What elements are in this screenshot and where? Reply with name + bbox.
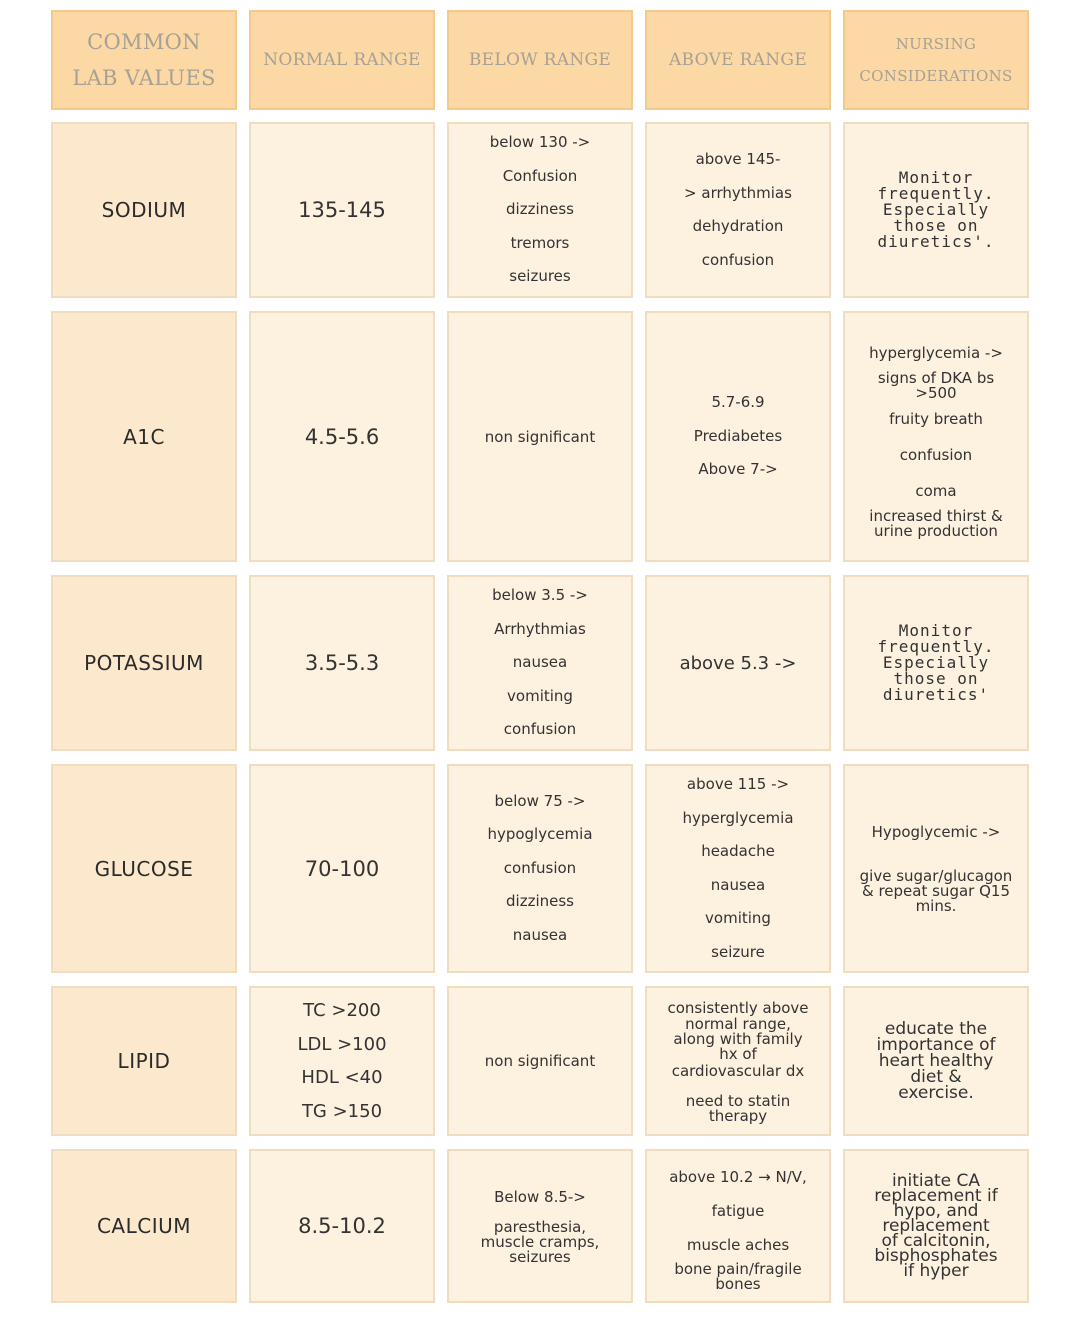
header-normal-label: NORMAL RANGE — [263, 50, 421, 70]
above-line: above 10.2 → N/V, — [669, 1168, 807, 1186]
lab-name: LIPID — [117, 1049, 171, 1073]
nursing-line: initiate CA — [891, 1170, 981, 1191]
lab-name: SODIUM — [101, 198, 187, 222]
lab-name-lipid — [51, 986, 237, 1136]
normal-range-value: 8.5-10.2 — [298, 1214, 386, 1238]
normal-range-a1c — [249, 311, 435, 562]
nursing-line: diet & — [910, 1067, 962, 1087]
nursing-line: frequently. — [877, 184, 995, 203]
normal-range-line: TC >200 — [303, 1000, 381, 1021]
nursing-line: mins. — [915, 897, 957, 915]
nursing-line: Monitor — [898, 168, 974, 187]
lab-name: POTASSIUM — [84, 651, 204, 675]
lab-name-a1c — [51, 311, 237, 562]
below-range-lipid — [447, 986, 633, 1136]
nursing-line: educate the — [884, 1019, 988, 1039]
nursing-line: if hyper — [903, 1260, 969, 1281]
below-range-a1c — [447, 311, 633, 562]
nursing-line: fruity breath — [889, 409, 983, 428]
below-line: seizures — [509, 267, 571, 286]
header-lab-line1: COMMON — [87, 30, 201, 54]
below-line: below 75 -> — [494, 791, 586, 810]
below-line: confusion — [503, 720, 577, 739]
above-range-a1c — [645, 311, 831, 562]
above-range-potassium — [645, 575, 831, 751]
above-line: > arrhythmias — [684, 183, 792, 202]
above-line: cardiovascular dx — [671, 1061, 805, 1080]
nursing-line: >500 — [915, 383, 957, 402]
above-line: consistently above — [667, 998, 809, 1017]
nursing-lipid — [843, 986, 1029, 1136]
below-line: non significant — [484, 427, 596, 446]
above-line: along with family — [673, 1029, 803, 1048]
below-range-calcium — [447, 1149, 633, 1303]
below-line: non significant — [484, 1052, 596, 1070]
normal-range-glucose — [249, 764, 435, 973]
header-above-range — [645, 10, 831, 110]
nursing-a1c — [843, 311, 1029, 562]
nursing-line: hypo, and — [893, 1200, 979, 1221]
above-line: dehydration — [692, 217, 784, 235]
below-line: dizziness — [506, 892, 574, 911]
header-nursing-line1: NURSING — [895, 35, 977, 53]
nursing-line: Especially — [882, 200, 990, 219]
below-line: below 3.5 -> — [492, 586, 588, 605]
above-line: above 5.3 -> — [679, 652, 797, 674]
nursing-line: give sugar/glucagon — [859, 867, 1013, 885]
below-line: vomiting — [507, 686, 573, 705]
below-line: muscle cramps, — [480, 1232, 600, 1251]
below-line: Arrhythmias — [494, 619, 586, 638]
nursing-line: increased thirst & — [869, 506, 1003, 525]
nursing-sodium — [843, 122, 1029, 298]
normal-range-value: 70-100 — [304, 856, 380, 881]
below-line: Confusion — [502, 166, 578, 185]
lab-name: A1C — [123, 424, 165, 449]
below-line: nausea — [512, 925, 568, 944]
normal-range-potassium — [249, 575, 435, 751]
nursing-line: Especially — [882, 653, 990, 672]
nursing-line: of calcitonin, — [881, 1230, 991, 1251]
above-line: confusion — [701, 250, 775, 269]
above-line: muscle aches — [686, 1236, 790, 1254]
nursing-line: diuretics'. — [877, 232, 995, 251]
nursing-line: Hypoglycemic -> — [871, 823, 1001, 841]
nursing-glucose — [843, 764, 1029, 973]
lab-name: GLUCOSE — [94, 856, 194, 881]
below-line: paresthesia, — [493, 1217, 587, 1236]
nursing-line: coma — [915, 481, 957, 500]
header-nursing-line2: CONSIDERATIONS — [859, 67, 1013, 85]
normal-range-line: TG >150 — [301, 1100, 383, 1122]
header-common-lab-values — [51, 10, 237, 110]
above-line: normal range, — [685, 1014, 791, 1033]
nursing-line: bisphosphates — [874, 1245, 998, 1266]
nursing-line: & repeat sugar Q15 — [862, 882, 1010, 900]
nursing-line: those on — [893, 669, 979, 688]
above-line: nausea — [710, 875, 766, 894]
above-line: vomiting — [705, 909, 771, 927]
normal-range-value: 135-145 — [298, 198, 386, 222]
nursing-line: those on — [893, 216, 979, 235]
below-line: confusion — [503, 858, 577, 877]
above-range-lipid — [645, 986, 831, 1136]
above-line: headache — [701, 842, 775, 860]
nursing-line: frequently. — [877, 637, 995, 656]
nursing-line: signs of DKA bs — [877, 368, 995, 387]
normal-range-sodium — [249, 122, 435, 298]
above-line: above 115 -> — [686, 775, 790, 793]
header-lab-line2: LAB VALUES — [72, 66, 216, 90]
nursing-line: confusion — [899, 445, 973, 464]
header-below-range — [447, 10, 633, 110]
nursing-calcium — [843, 1149, 1029, 1303]
lab-name-potassium — [51, 575, 237, 751]
nursing-line: exercise. — [898, 1083, 974, 1103]
above-line: hyperglycemia — [682, 808, 794, 827]
header-above-label: ABOVE RANGE — [668, 50, 808, 70]
above-line: bone pain/fragile — [674, 1260, 802, 1278]
above-line: bones — [715, 1275, 761, 1293]
normal-range-lipid — [249, 986, 435, 1136]
nursing-potassium — [843, 575, 1029, 751]
normal-range-value: 4.5-5.6 — [304, 424, 380, 449]
below-range-sodium — [447, 122, 633, 298]
above-line: 5.7-6.9 — [711, 393, 765, 412]
below-range-potassium — [447, 575, 633, 751]
normal-range-calcium — [249, 1149, 435, 1303]
below-line: below 130 -> — [489, 133, 591, 152]
nursing-line: diuretics' — [882, 685, 990, 704]
nursing-line: importance of — [876, 1035, 996, 1055]
nursing-line: replacement — [882, 1215, 990, 1236]
below-line: dizziness — [506, 200, 574, 219]
nursing-line: heart healthy — [878, 1051, 994, 1071]
lab-name-calcium — [51, 1149, 237, 1303]
below-line: seizures — [509, 1247, 571, 1266]
above-line: above 145- — [695, 150, 781, 168]
below-line: nausea — [512, 653, 568, 672]
normal-range-line: HDL <40 — [301, 1067, 383, 1088]
nursing-line: replacement if — [874, 1185, 998, 1206]
above-line: seizure — [711, 942, 765, 961]
header-nursing-considerations — [843, 10, 1029, 110]
above-line: therapy — [708, 1106, 768, 1125]
above-line: Prediabetes — [693, 426, 783, 445]
above-range-calcium — [645, 1149, 831, 1303]
below-line: Below 8.5-> — [494, 1187, 586, 1206]
header-below-label: BELOW RANGE — [468, 50, 612, 70]
lab-name-glucose — [51, 764, 237, 973]
above-line: fatigue — [711, 1202, 765, 1220]
above-line: hx of — [719, 1044, 757, 1063]
above-range-glucose — [645, 764, 831, 973]
above-range-sodium — [645, 122, 831, 298]
below-line: hypoglycemia — [487, 825, 593, 844]
normal-range-value: 3.5-5.3 — [304, 651, 380, 675]
header-normal-range — [249, 10, 435, 110]
nursing-line: hyperglycemia -> — [869, 343, 1003, 362]
lab-name: CALCIUM — [96, 1214, 192, 1238]
below-line: tremors — [510, 233, 570, 252]
nursing-line: urine production — [874, 521, 998, 540]
above-line: Above 7-> — [698, 460, 778, 479]
below-range-glucose — [447, 764, 633, 973]
normal-range-line: LDL >100 — [297, 1033, 387, 1055]
lab-name-sodium — [51, 122, 237, 298]
above-line: need to statin — [685, 1091, 791, 1110]
nursing-line: Monitor — [898, 621, 974, 640]
